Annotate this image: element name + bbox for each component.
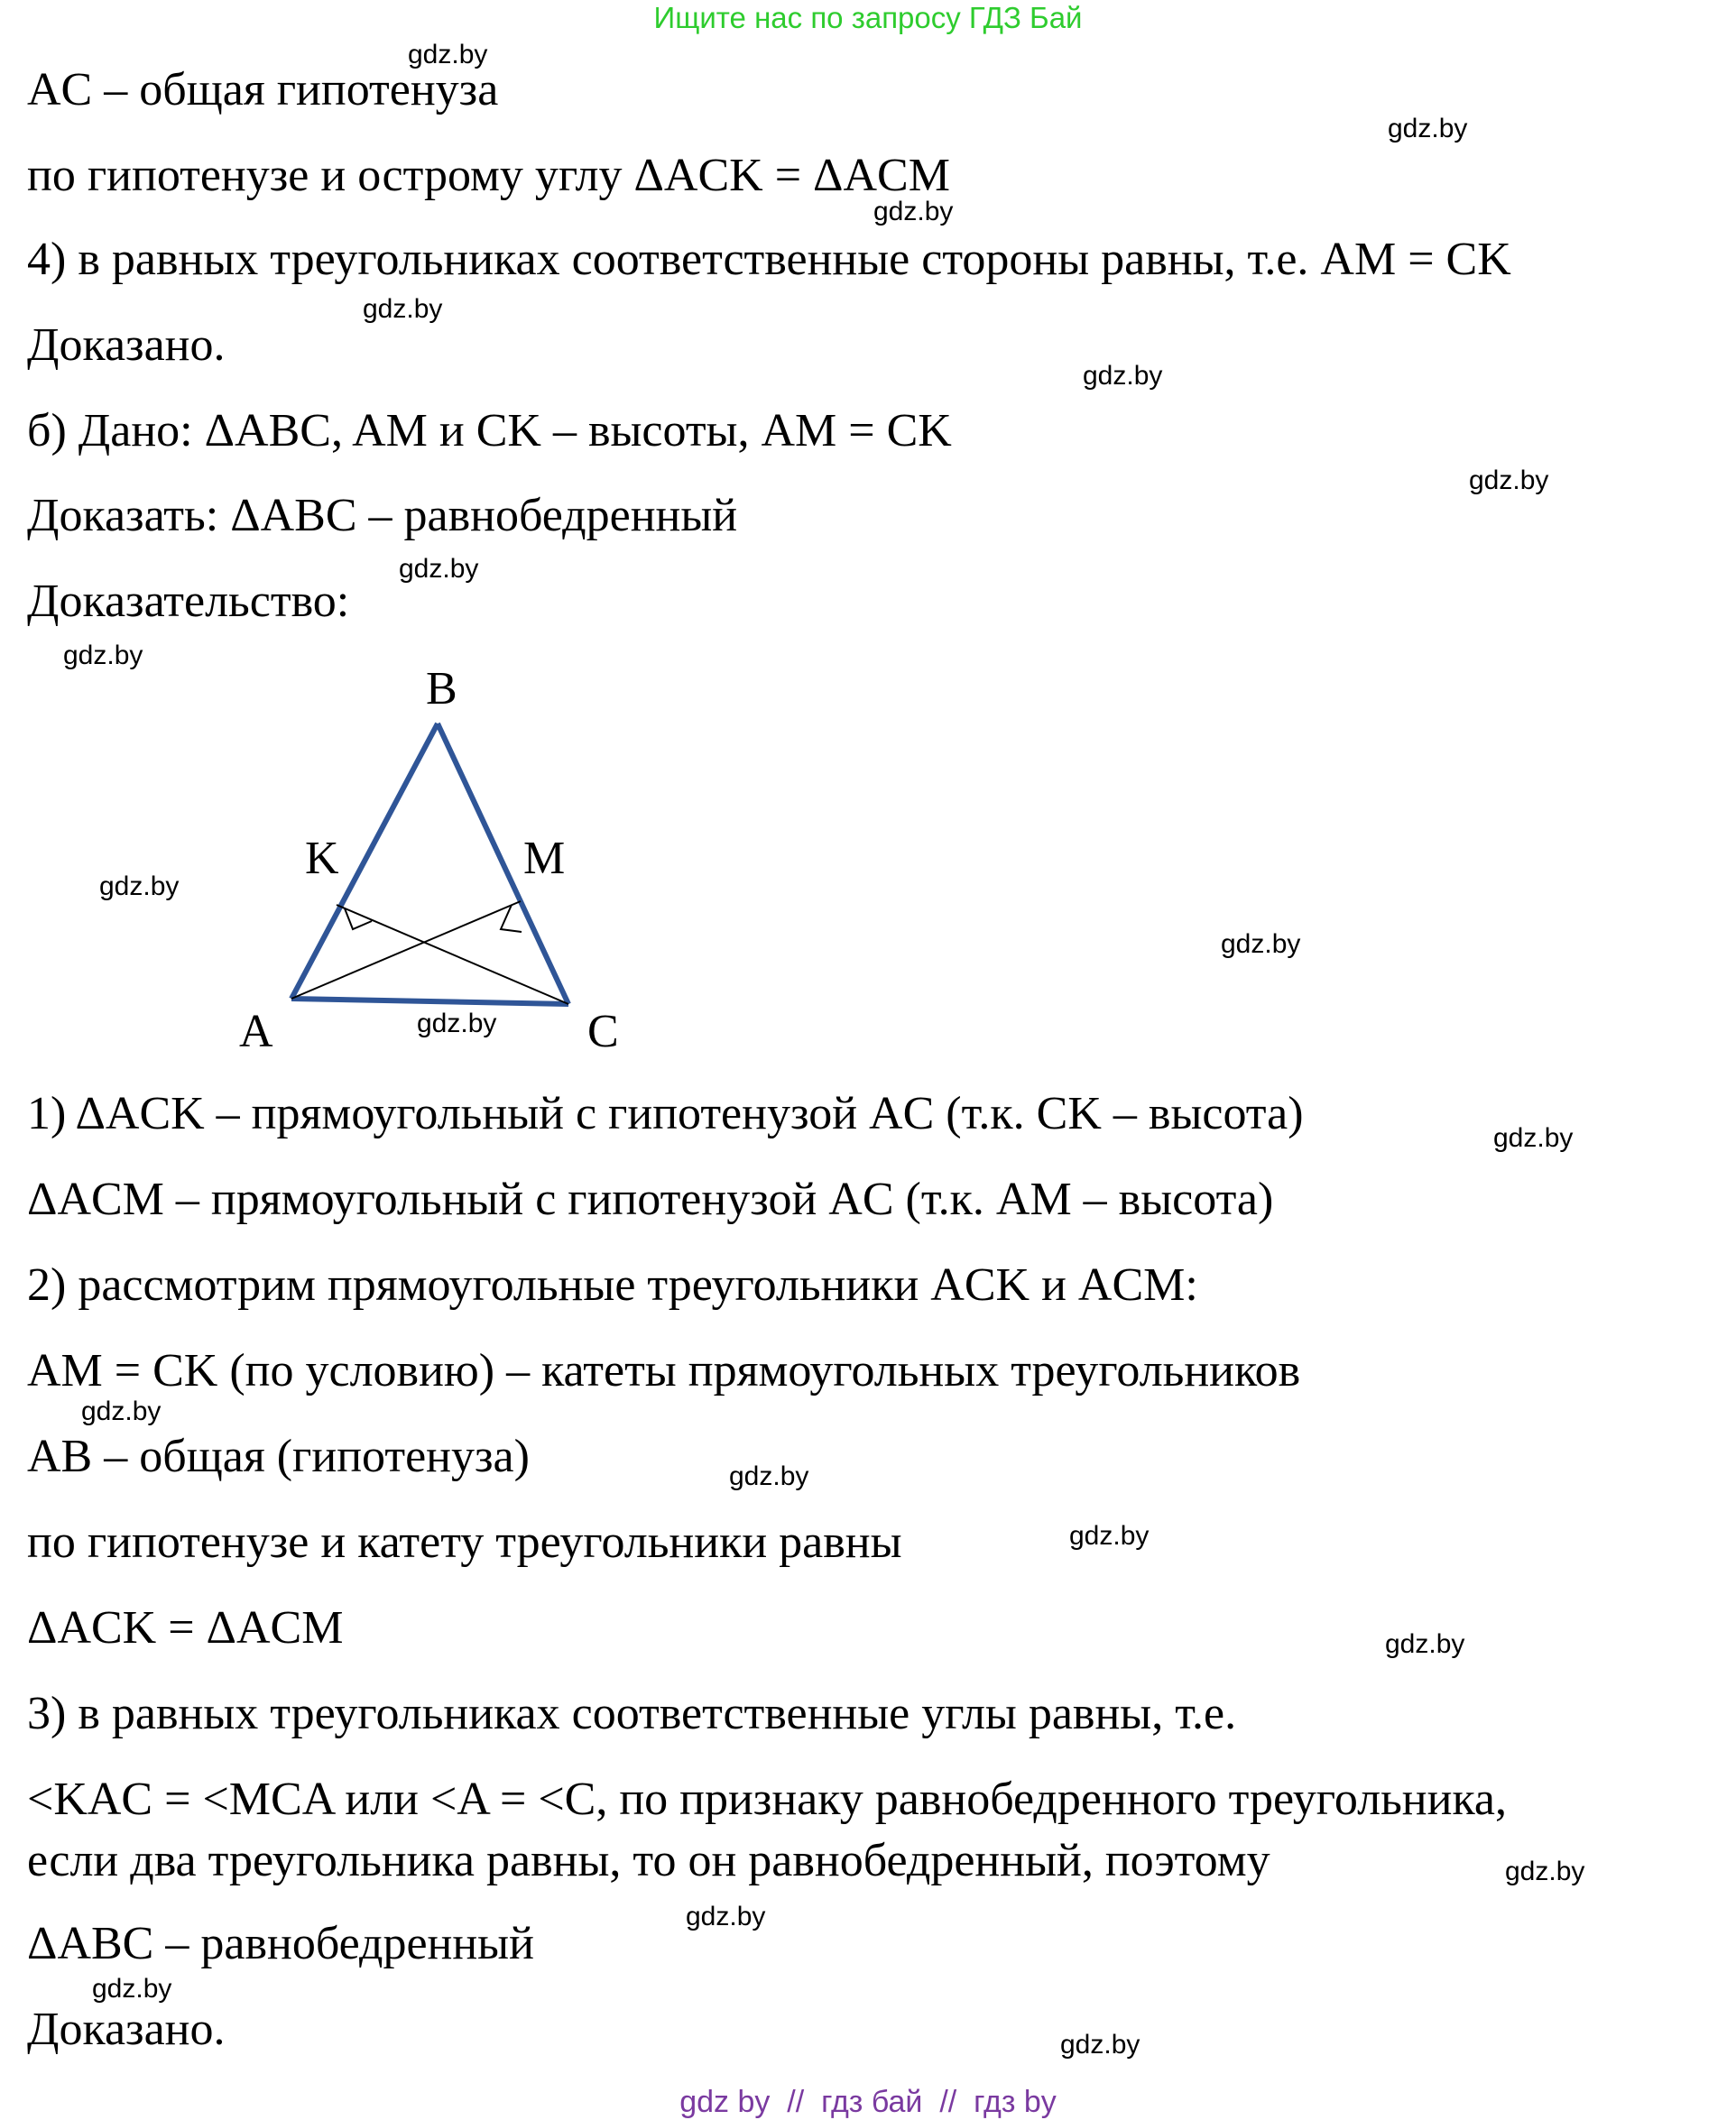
watermark: gdz.by [1469, 465, 1549, 495]
text-line: ΔACM – прямоугольный с гипотенузой AC (т.к. AM – высота) [27, 1174, 1274, 1225]
text-line: AM = CK (по условию) – катеты прямоугольных треугольников [27, 1345, 1301, 1396]
vertex-label-b: B [426, 663, 457, 714]
vertex-label-c: C [587, 1006, 619, 1057]
watermark: gdz.by [1221, 929, 1301, 959]
watermark: gdz.by [729, 1461, 809, 1491]
watermark: gdz.by [81, 1396, 162, 1426]
text-line: Доказано. [27, 319, 226, 371]
watermark: gdz.by [873, 197, 954, 226]
text-line: если два треугольника равны, то он равнобедренный, поэтому [27, 1835, 1270, 1886]
watermark: gdz.by [363, 294, 443, 324]
watermark: gdz.by [1385, 1629, 1465, 1659]
vertex-label-k: K [305, 833, 339, 884]
text-line: AC – общая гипотенуза [27, 64, 499, 115]
watermark: gdz.by [686, 1902, 766, 1931]
vertex-label-m: M [523, 833, 566, 884]
watermark: gdz.by [417, 1009, 497, 1038]
watermark: gdz.by [408, 40, 488, 69]
text-line: <KAC = <MCA или <A = <C, по признаку равнобедренного треугольника, [27, 1774, 1508, 1825]
text-line: 4) в равных треугольниках соответственные стороны равны, т.е. AM = CK [27, 234, 1511, 285]
text-line: 1) ΔACK – прямоугольный с гипотенузой AC (т.к. CK – высота) [27, 1088, 1304, 1139]
text-line: Доказать: ΔABC – равнобедренный [27, 490, 738, 541]
text-line: AB – общая (гипотенуза) [27, 1431, 530, 1482]
side-ac [291, 999, 568, 1004]
vertex-label-a: A [239, 1006, 273, 1057]
text-line: 2) рассмотрим прямоугольные треугольники ACK и ACM: [27, 1259, 1198, 1311]
altitude-ck [337, 905, 568, 1004]
text-line: Доказательство: [27, 576, 350, 627]
watermark: gdz.by [1069, 1521, 1150, 1551]
text-line: по гипотенузе и острому углу ΔACK = ΔACM [27, 150, 950, 201]
footer-links: gdz by // гдз бай // гдз by [679, 2085, 1057, 2119]
watermark: gdz.by [99, 871, 180, 901]
watermark: gdz.by [399, 554, 479, 584]
watermark: gdz.by [1388, 114, 1468, 143]
text-line: Доказано. [27, 2004, 226, 2055]
text-line: 3) в равных треугольниках соответственные углы равны, т.е. [27, 1688, 1237, 1739]
watermark: gdz.by [92, 1974, 172, 2004]
text-line: б) Дано: ΔABC, AM и CK – высоты, AM = CK [27, 405, 952, 456]
search-banner: Ищите нас по запросу ГДЗ Бай [653, 1, 1083, 34]
watermark: gdz.by [1493, 1123, 1574, 1153]
text-line: ΔACK = ΔACM [27, 1602, 344, 1654]
watermark: gdz.by [1505, 1857, 1585, 1886]
watermark: gdz.by [63, 641, 143, 670]
text-line: по гипотенузе и катету треугольники равны [27, 1516, 902, 1568]
watermark: gdz.by [1083, 361, 1163, 391]
watermark: gdz.by [1060, 2030, 1140, 2060]
altitude-am [291, 901, 521, 999]
text-line: ΔABC – равнобедренный [27, 1918, 534, 1969]
